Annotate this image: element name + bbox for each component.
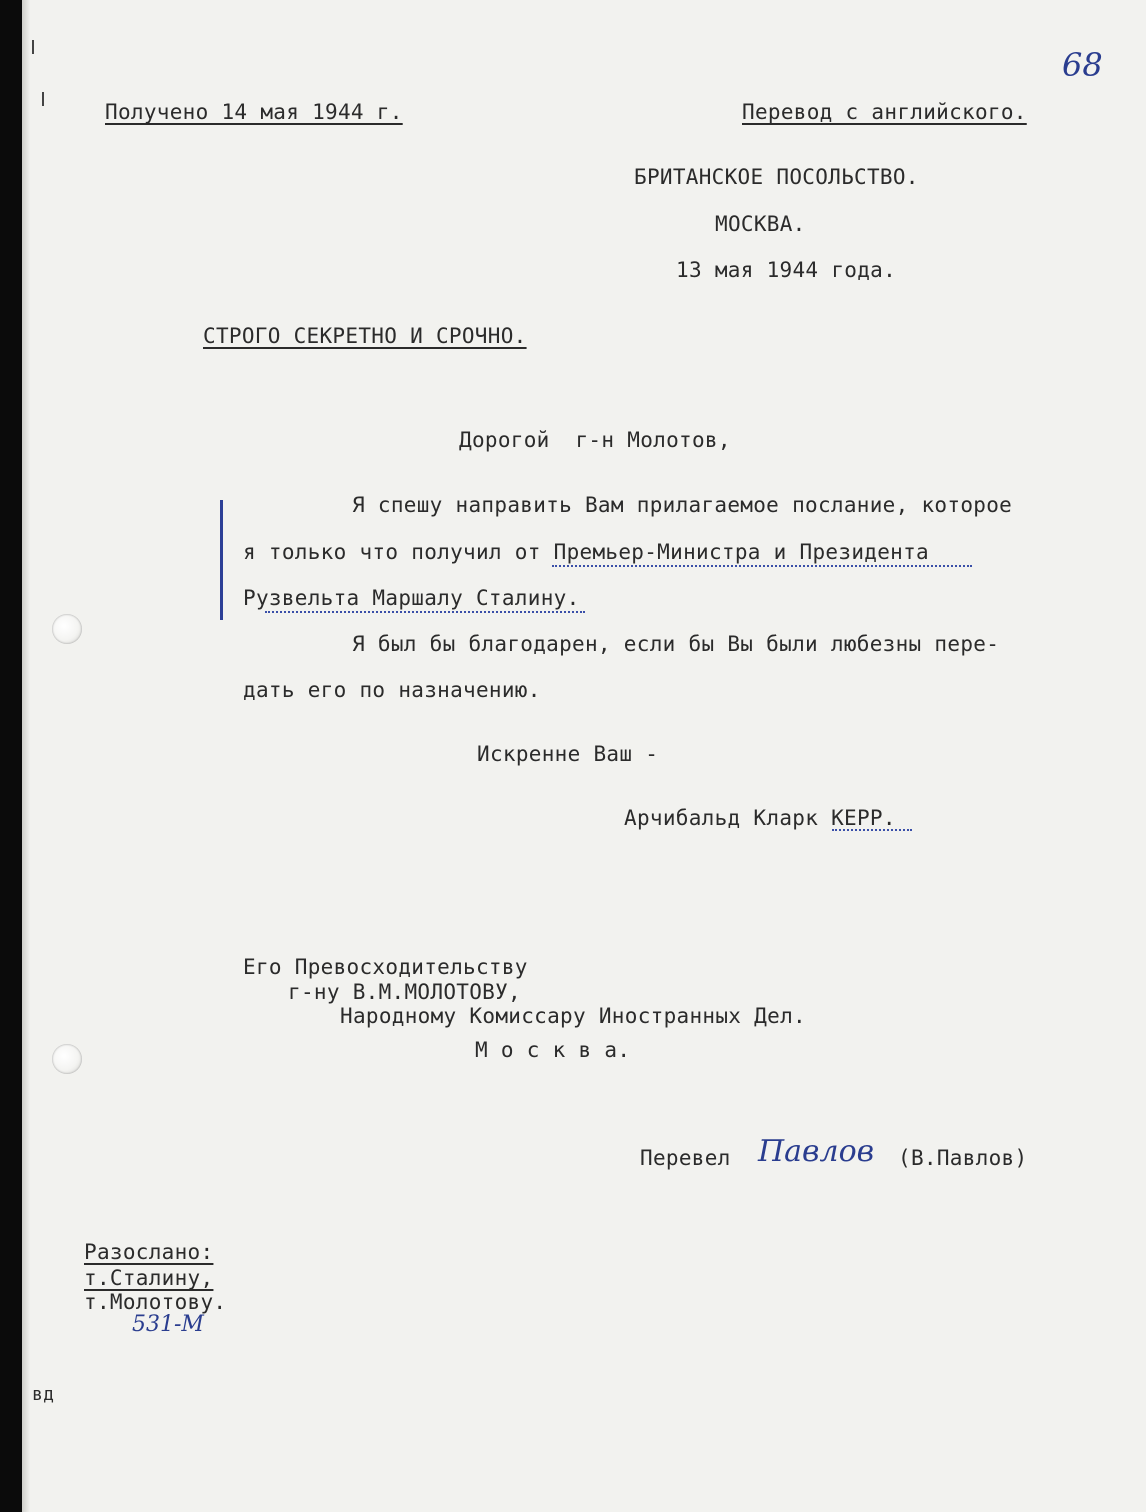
city: МОСКВА. (715, 212, 806, 236)
pencil-underline (552, 565, 972, 567)
address-line: г-ну В.М.МОЛОТОВУ, (288, 980, 521, 1004)
body-line: я только что получил от Премьер-Министра и Президента (243, 540, 929, 564)
body-line: дать его по назначению. (243, 678, 541, 702)
address-line: М о с к в а. (475, 1038, 631, 1062)
address-line: Его Превосходительству (243, 955, 528, 979)
distribution-line: т.Молотову. (84, 1290, 227, 1314)
edge-mark (42, 92, 44, 106)
closing: Искренне Ваш - (477, 742, 659, 766)
body-line: Я спешу направить Вам прилагаемое послание, которое (352, 493, 1013, 517)
address-line: Народному Комиссару Иностранных Дел. (340, 1004, 806, 1028)
distribution-line: т.Сталину, (84, 1266, 214, 1290)
translator-signature: Павлов (758, 1134, 875, 1169)
punch-hole (52, 614, 82, 644)
punch-hole (52, 1044, 82, 1074)
page-number: 68 (1062, 46, 1103, 84)
signatory: Арчибальд Кларк КЕРР. (624, 806, 896, 830)
salutation: Дорогой г-н Молотов, (459, 428, 731, 452)
reference-number: 531-М (132, 1312, 204, 1337)
body-line: Я был бы благодарен, если бы Вы были любезны пере- (352, 632, 1000, 656)
pencil-underline (832, 829, 912, 831)
typist-initials: вд (32, 1384, 55, 1405)
edge-mark (32, 40, 34, 54)
document-page (22, 0, 1146, 1512)
translated-by-label: Перевел (640, 1146, 731, 1170)
margin-mark (220, 500, 223, 620)
translation-note: Перевод с английского. (742, 100, 1027, 124)
distribution-label: Разослано: (84, 1240, 214, 1264)
pencil-underline (265, 611, 585, 613)
received-date: Получено 14 мая 1944 г. (105, 100, 403, 124)
embassy-name: БРИТАНСКОЕ ПОСОЛЬСТВО. (634, 165, 919, 189)
translator-name: (В.Павлов) (898, 1146, 1028, 1170)
letter-date: 13 мая 1944 года. (676, 258, 897, 282)
body-line: Рузвельта Маршалу Сталину. (243, 586, 580, 610)
classification: СТРОГО СЕКРЕТНО И СРОЧНО. (203, 324, 527, 348)
